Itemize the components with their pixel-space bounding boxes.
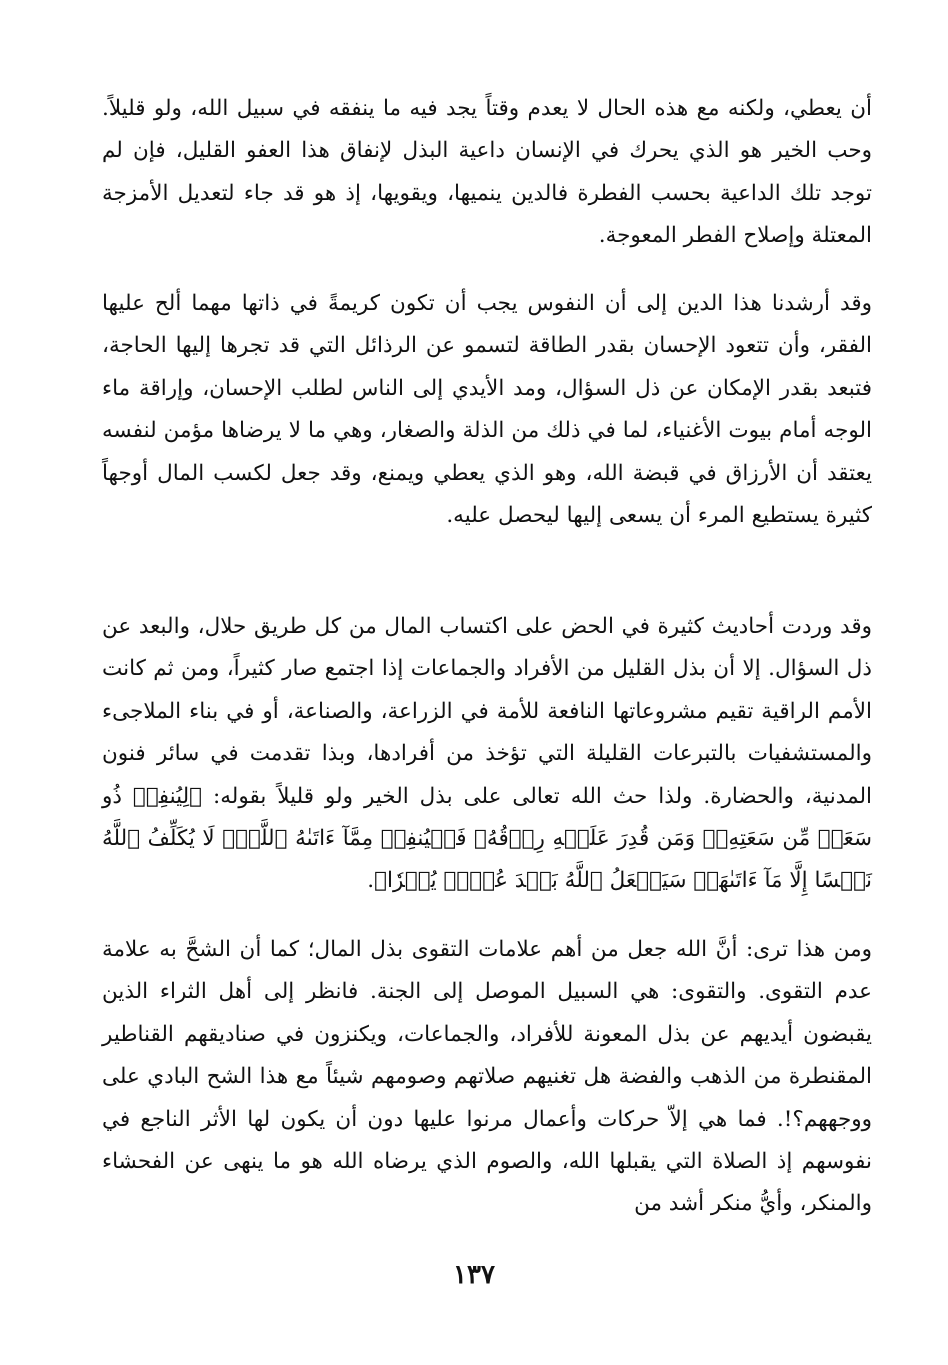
quran-verse: ﴿لِيُنفِقۡ ذُو سَعَةٖ مِّن سَعَتِهِۦۖ وَمَن قُدِرَ عَلَيۡهِ رِزۡقُهُۥ فَلۡيُنفِقۡ مِمَّآ ءَاتَىٰهُ ٱللَّهُۚ لَا يُكَلِّفُ ٱللَّهُ نَفۡسًا إِلَّا مَآ ءَاتَىٰهَاۚ سَيَجۡعَلُ ٱللَّهُ بَعۡدَ عُسۡرٖ يُسۡرٗا﴾ (102, 783, 872, 894)
paragraph-3-text: وقد وردت أحاديث كثيرة في الحض على اكتساب المال من كل طريق حلال، والبعد عن ذل السؤال. إلا أن بذل القليل من الأفراد والجماعات إذا اجتمع صار كثيراً، ومن ثم كانت الأمم الراقية تقيم مشروعاتها النافعة للأمة في الزراعة، والصناعة، أو في بناء الملاجىء والمستشفيات بالتبرعات القليلة التي تؤخذ من أفرادها، وبذا تقدمت في سائر فنون المدنية، والحضارة. ولذا حث الله تعالى على بذل الخير ولو قليلاً بقوله: (102, 614, 872, 809)
paragraph-4-text: ومن هذا ترى: أنَّ الله جعل من أهم علامات التقوى بذل المال؛ كما أن الشحَّ به علامة عدم التقوى. والتقوى: هي السبيل الموصل إلى الجنة. فانظر إلى أهل الثراء الذين يقبضون أيديهم عن بذل المعونة للأفراد، والجماعات، ويكنزون في صناديقهم القناطير المقنطرة من الذهب والفضة هل تغنيهم صلاتهم وصومهم شيئاً مع هذا الشح البادي على ووجههم؟!. فما هي إلاّ حركات وأعمال مرنوا عليها دون أن يكون لها الأثر الناجع في نفوسهم إذ الصلاة التي يقبلها الله، والصوم الذي يرضاه الله هو ما ينهى عن الفحشاء والمنكر، وأيُّ منكر أشد من (102, 937, 872, 1217)
paragraph-2-text: وقد أرشدنا هذا الدين إلى أن النفوس يجب أن تكون كريمةً في ذاتها مهما ألح عليها الفقر، وأن تتعود الإحسان بقدر الطاقة لتسمو عن الرذائل التي قد تجرها إليها الحاجة، فتبعد بقدر الإمكان عن ذل السؤال، ومد الأيدي إلى الناس لطلب الإحسان، وإراقة ماء الوجه أمام بيوت الأغنياء، لما في ذلك من الذلة والصغار، وهي ما لا يرضاها مؤمن لنفسه يعتقد أن الأرزاق في قبضة الله، وهو الذي يعطي ويمنع، وقد جعل لكسب المال أوجهاً كثيرة يستطيع المرء أن يسعى إليها ليحصل عليه. (102, 291, 872, 529)
paragraph-1 (102, 88, 872, 258)
paragraph-1-text: أن يعطي، ولكنه مع هذه الحال لا يعدم وقتاً يجد فيه ما ينفقه في سبيل الله، ولو قليلاً. وحب الخير هو الذي يحرك في الإنسان داعية البذل لإنفاق هذا العفو القليل، فإن لم توجد تلك الداعية بحسب الفطرة فالدين ينميها، ويقويها، إذ هو قد جاء لتعديل الأمزجة المعتلة وإصلاح الفطر المعوجة. (102, 96, 872, 249)
verse-end-mark: . (367, 868, 375, 894)
paragraph-3-wrapper (102, 606, 872, 903)
paragraph-3 (102, 606, 872, 903)
page-number: ١٣٧ (453, 1260, 495, 1290)
paragraph-2 (102, 283, 872, 537)
paragraph-4 (102, 929, 872, 1226)
